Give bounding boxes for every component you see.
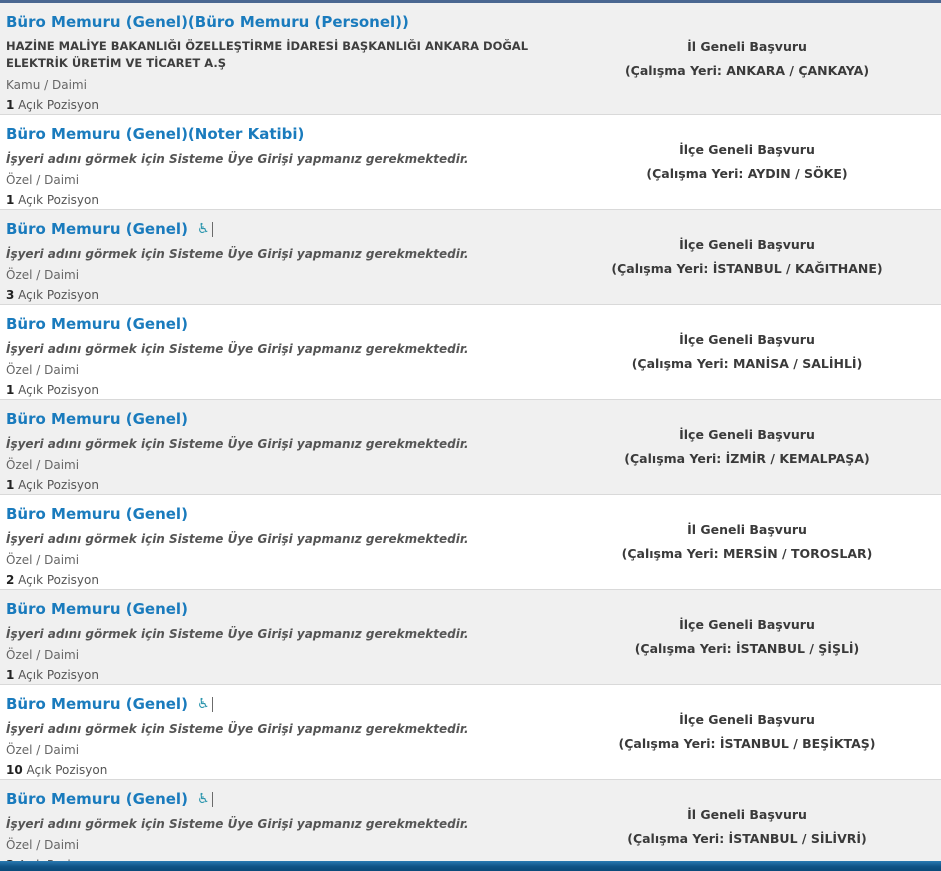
open-positions [6,478,561,492]
job-listing-details [6,123,561,209]
open-positions [6,668,561,682]
work-location: (Çalışma Yeri: İZMİR / KEMALPAŞA) [624,451,870,466]
job-listing-row[interactable] [0,780,941,871]
job-listing-details [6,693,561,779]
application-scope: İlçe Geneli Başvuru [679,237,815,253]
sector-type: Özel / Daimi [6,268,80,282]
work-location: (Çalışma Yeri: AYDIN / SÖKE) [646,166,848,181]
job-listing-row[interactable] [0,685,941,780]
open-positions [6,763,561,777]
open-positions [6,98,561,112]
employer-name: İşyeri adını görmek için Sisteme Üye Girişi yapmanız gerekmektedir. [6,722,469,736]
employer-name: HAZİNE MALİYE BAKANLIĞI ÖZELLEŞTİRME İDARESİ BAŞKANLIĞI ANKARA DOĞAL ELEKTRİK ÜRETİM VE TİCARET A.Ş [6,39,529,71]
job-listing-details [6,788,561,871]
job-listing-row[interactable] [0,495,941,590]
employer-name: İşyeri adını görmek için Sisteme Üye Girişi yapmanız gerekmektedir. [6,342,469,356]
open-positions-count: 2 [6,573,15,587]
application-info [561,408,941,494]
open-positions [6,573,561,587]
job-listing-details [6,598,561,684]
work-location: (Çalışma Yeri: MERSİN / TOROSLAR) [621,546,873,561]
disabled-friendly-indicator [197,222,213,237]
open-positions-label: Açık Pozisyon [14,193,99,207]
sector-type: Kamu / Daimi [6,77,87,92]
employer-name: İşyeri adını görmek için Sisteme Üye Girişi yapmanız gerekmektedir. [6,532,469,546]
application-scope: İl Geneli Başvuru [687,522,807,538]
job-listing-row[interactable] [0,210,941,305]
application-info [561,11,941,114]
employer-name: İşyeri adını görmek için Sisteme Üye Girişi yapmanız gerekmektedir. [6,247,469,261]
open-positions-count: 1 [6,383,15,397]
sector-type: Özel / Daimi [6,458,80,472]
application-scope: İlçe Geneli Başvuru [679,332,815,348]
job-title-link[interactable]: Büro Memuru (Genel) [6,220,188,238]
application-scope: İlçe Geneli Başvuru [679,712,815,728]
sector-type: Özel / Daimi [6,838,80,852]
job-title-link[interactable]: Büro Memuru (Genel) [6,315,188,333]
job-listing-row[interactable] [0,400,941,495]
wheelchair-icon: ♿ [196,791,210,807]
icon-divider [212,697,213,712]
sector-type: Özel / Daimi [6,363,80,377]
job-listing-row[interactable] [0,305,941,400]
application-scope: İlçe Geneli Başvuru [679,617,815,633]
open-positions-label: Açık Pozisyon [14,383,99,397]
open-positions-count: 1 [6,97,15,112]
open-positions [6,288,561,302]
job-listing-details [6,218,561,304]
application-info [561,693,941,779]
page-bottom-bar [0,861,941,871]
icon-divider [212,222,213,237]
work-location: (Çalışma Yeri: İSTANBUL / BEŞİKTAŞ) [618,736,876,751]
open-positions-label: Açık Pozisyon [14,97,99,112]
sector-type: Özel / Daimi [6,553,80,567]
job-list [0,3,941,871]
job-listing-details [6,503,561,589]
open-positions-count: 1 [6,478,15,492]
application-scope: İl Geneli Başvuru [687,807,807,823]
open-positions-count: 3 [6,288,15,302]
job-title-link[interactable]: Büro Memuru (Genel) [6,600,188,618]
application-info [561,313,941,399]
application-scope: İl Geneli Başvuru [687,38,807,54]
work-location: (Çalışma Yeri: ANKARA / ÇANKAYA) [624,62,870,78]
job-title-link[interactable]: Büro Memuru (Genel) [6,790,188,808]
application-scope: İlçe Geneli Başvuru [679,142,815,158]
job-listing-row[interactable] [0,115,941,210]
open-positions-count: 1 [6,193,15,207]
work-location: (Çalışma Yeri: MANİSA / SALİHLİ) [631,356,863,371]
open-positions-count: 10 [6,763,23,777]
open-positions-label: Açık Pozisyon [14,478,99,492]
job-listing-details [6,11,561,114]
employer-name: İşyeri adını görmek için Sisteme Üye Girişi yapmanız gerekmektedir. [6,817,469,831]
job-title-link[interactable]: Büro Memuru (Genel)(Noter Katibi) [6,125,305,143]
job-title-link[interactable]: Büro Memuru (Genel) [6,695,188,713]
job-listing-row[interactable] [0,590,941,685]
open-positions-label: Açık Pozisyon [14,573,99,587]
sector-type: Özel / Daimi [6,173,80,187]
employer-name: İşyeri adını görmek için Sisteme Üye Girişi yapmanız gerekmektedir. [6,627,469,641]
wheelchair-icon: ♿ [196,696,210,712]
application-info [561,503,941,589]
work-location: (Çalışma Yeri: İSTANBUL / KAĞITHANE) [611,261,883,276]
job-title-link[interactable]: Büro Memuru (Genel) [6,410,188,428]
job-title-link[interactable]: Büro Memuru (Genel) [6,505,188,523]
job-listing-details [6,408,561,494]
application-info [561,788,941,871]
open-positions-label: Açık Pozisyon [14,288,99,302]
application-info [561,218,941,304]
disabled-friendly-indicator [197,697,213,712]
job-listing-row[interactable] [0,3,941,115]
open-positions [6,383,561,397]
disabled-friendly-indicator [197,792,213,807]
application-info [561,598,941,684]
application-info [561,123,941,209]
employer-name: İşyeri adını görmek için Sisteme Üye Girişi yapmanız gerekmektedir. [6,437,469,451]
open-positions [6,193,561,207]
sector-type: Özel / Daimi [6,648,80,662]
wheelchair-icon: ♿ [196,221,210,237]
icon-divider [212,792,213,807]
work-location: (Çalışma Yeri: İSTANBUL / SİLİVRİ) [627,831,867,846]
work-location: (Çalışma Yeri: İSTANBUL / ŞİŞLİ) [634,641,860,656]
sector-type: Özel / Daimi [6,743,80,757]
open-positions-label: Açık Pozisyon [14,668,99,682]
employer-name: İşyeri adını görmek için Sisteme Üye Girişi yapmanız gerekmektedir. [6,152,469,166]
job-listing-details [6,313,561,399]
application-scope: İlçe Geneli Başvuru [679,427,815,443]
open-positions-count: 1 [6,668,15,682]
open-positions-label: Açık Pozisyon [22,763,108,777]
job-title-link[interactable]: Büro Memuru (Genel)(Büro Memuru (Personel)) [6,13,409,31]
